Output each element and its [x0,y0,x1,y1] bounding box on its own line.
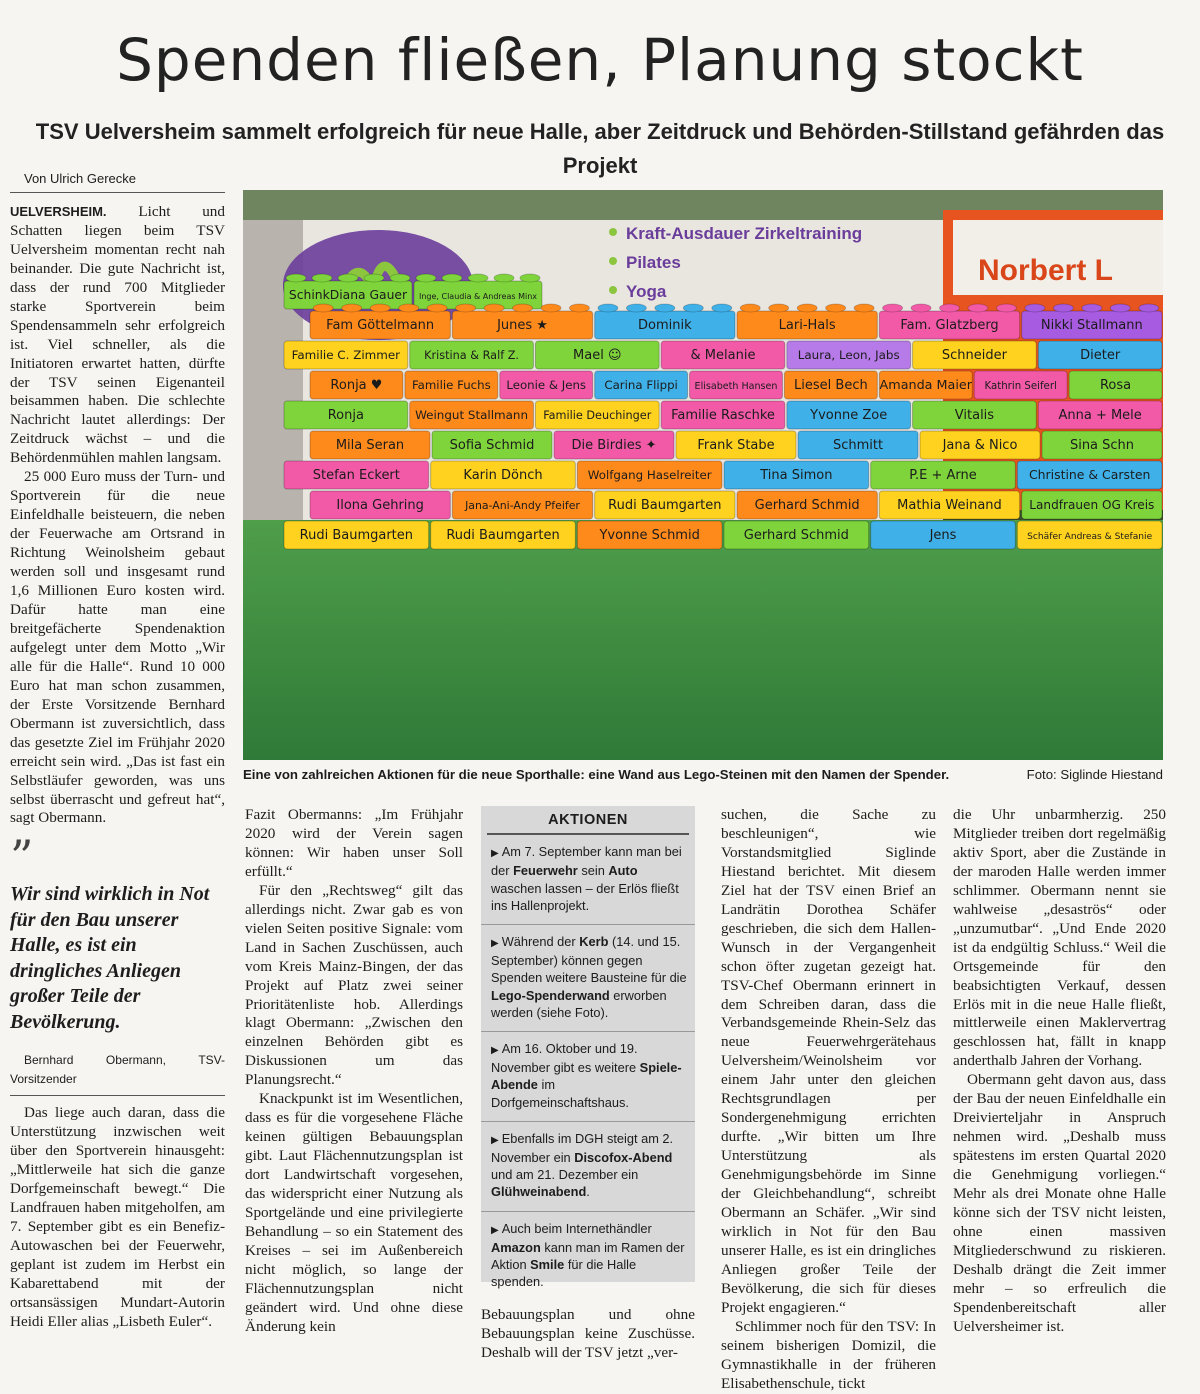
brick-label: Gerhard Schmid [743,528,849,543]
brick-label: Mathia Weinand [897,498,1002,513]
brick-label: Laura, Leon, Jabs [797,348,900,362]
paragraph: 25 000 Euro muss der Turn- und Sportverein für die neue Einfeldhalle beisteuern, die neben der Feuerwache am Ortsrand in Richtung Weinolsheim gebaut werden soll und insgesamt rund 1,6 Millionen Euro kosten wird. Dafür hatte man eine breitgefächerte Spendenaktion aufgelegt unter dem Motto „Wir alle für die Halle“. Rund 10 000 Euro hat man schon zusammen, der Erste Vorsitzende Bernhard Obermann ist zuversichtlich, dass das gesetzte Ziel im Frühjahr 2020 erreicht sein wird. „Das ist fast ein Selbstläufer geworden, was uns selbst überrascht und gefreut hat“, sagt Obermann. [10,468,225,827]
brick-label: Amanda Maier [879,378,972,393]
brick-label: Christine & Carsten [1028,467,1151,482]
lego-brick [913,341,1037,369]
aktionen-text: kann man im Ramen der Aktion [491,1239,685,1273]
banner-item: Pilates [626,253,681,272]
lego-brick [1038,341,1162,369]
article-column-5 [953,806,1166,1337]
brick-label: Familie Deuchinger [543,409,652,422]
aktionen-item [481,1040,695,1122]
lego-brick [595,491,735,519]
paragraph: Obermann geht davon aus, dass der Bau der neuen Einfeldhalle ein Dreivierteljahr in Anspruch nehmen wird. „Deshalb muss spätestens im ersten Quartal 2020 die Genehmigung vorliegen.“ Mehr als drei Monate ohne Halle könne sich der TSV nicht leisten, ohne einen massiven Mitgliederschwund zu riskieren. Deshalb drängt die Zeit immer mehr – so erfreulich die Spendenbereitschaft aller Uelversheimer ist. [953,1071,1166,1335]
triangle-bullet-icon: ▶ [491,1134,499,1146]
brick-label: Mila Seran [335,438,405,453]
brick-label: Nikki Stallmann [1040,318,1143,333]
brick-label: Ronja [327,408,364,423]
brick-label: Fam. Glatzberg [900,318,999,333]
lego-brick [690,371,783,399]
brick-label: Liesel Bech [794,378,868,393]
brick-label: Landfrauen OG Kreis [1029,498,1155,512]
lego-brick [1038,401,1162,429]
headline: Spenden fließen, Planung stockt [116,26,1084,94]
lego-brick [500,371,593,399]
paragraph: Bebauungsplan und ohne Bebauungsplan keine Zuschüsse. Deshalb will der TSV jetzt „ver- [481,1306,695,1361]
quote-source: Bernhard Obermann, TSV-Vorsitzender [10,1051,225,1096]
brick-label: Schneider [941,348,1007,363]
brick-label: Stefan Eckert [312,468,400,483]
brick-label: Rudi Baumgarten [608,498,722,513]
brick-label: Familie Fuchs [411,378,491,392]
brick-label: Schäfer Andreas & Stefanie [1027,532,1153,542]
brick-label: Die Birdies ✦ [571,438,657,453]
lego-brick [737,304,877,339]
lego-brick [577,461,722,489]
brick-label: Carina Flippi [604,378,678,392]
lego-brick [798,431,918,459]
brick-label: Sina Schn [1069,438,1135,453]
lego-brick [310,304,450,339]
aktionen-text: (14. und 15. September) können gegen Spenden weitere Bausteine für die [491,934,687,986]
photo-illustration [243,190,1163,760]
brick-label: Yvonne Zoe [810,408,888,423]
aktionen-highlight: Spiele-Abende [491,1060,682,1093]
lego-brick [284,461,429,489]
aktionen-highlight: Lego-Spenderwand [491,987,610,1003]
photo-credit: Foto: Siglinde Hiestand [1026,767,1163,782]
paragraph-text: Licht und Schatten liegen beim TSV Uelversheim momentan recht nah beinander. Die gute Nachricht ist, dass der rund 700 Mitglieder starke Sportverein beim Spendensammeln sehr erfolgreich ist. Viel schneller, als die Initiatoren erwartet hatten, dürfte der TSV seinen Eigenanteil beisammen haben. Die schlechte Nachricht lautet allerdings: Der Zeitdruck wächst – und die Behördenmühlen mahlen langsam. [10,202,225,467]
lego-brick [554,431,674,459]
triangle-bullet-icon: ▶ [491,1224,499,1236]
brick-label: Frank Stabe [697,438,775,453]
photo-caption [243,766,1163,784]
brick-label: Dominik [638,318,692,333]
article-column-1 [10,170,225,1332]
dateline: UELVERSHEIM. [10,203,107,219]
aktionen-text: im Dorfgemeinschaftshaus. [491,1077,629,1110]
quotation-mark-icon: ” [10,830,34,885]
brick-label: Sofia Schmid [449,438,535,453]
brick-label: Ilona Gehring [336,498,424,513]
aktionen-text: sein [577,863,609,879]
brick-label: Ronja ♥ [330,378,383,393]
lego-brick [310,371,403,399]
banner-bullet-icon [609,228,617,236]
paragraph: Fazit Obermanns: „Im Frühjahr 2020 wird der Verein sagen können: Wir haben unser Soll erfüllt.“ [245,806,463,880]
lego-brick [405,371,498,399]
brick-label: Anna + Mele [1058,408,1142,423]
brick-label: Gerhard Schmid [754,498,860,513]
brick-label: Vitalis [954,408,995,423]
triangle-bullet-icon: ▶ [491,1045,499,1057]
brick-label: Rudi Baumgarten [446,528,560,543]
banner-item: Kraft-Ausdauer Zirkeltraining [626,224,863,243]
byline: Von Ulrich Gerecke [10,170,225,193]
lego-brick [535,401,659,429]
lego-brick [787,401,911,429]
lego-brick [661,341,785,369]
brick-label: Schmitt [832,438,884,453]
lego-brick [737,491,877,519]
brick-label: & Melanie [690,348,756,363]
aktionen-text: erworben werden (siehe Foto). [491,987,667,1020]
article-column-4 [721,806,936,1394]
aktionen-item [481,933,695,1032]
lego-wall-photo [243,190,1163,760]
banner-bullet-icon [609,286,617,294]
banner-bullet-icon [609,257,617,265]
lego-brick [724,521,869,549]
lego-brick [310,491,450,519]
sponsor-banner-text: Norbert L [978,254,1113,287]
brick-label: Familie C. Zimmer [291,348,401,362]
triangle-bullet-icon: ▶ [491,938,499,950]
lego-brick [410,341,534,369]
brick-label: Jens [929,528,957,543]
lego-brick [787,341,911,369]
aktionen-highlight: Amazon [491,1239,541,1255]
brick-label: Mael ☺ [573,348,622,363]
paragraph: Schlimmer noch für den TSV: In seinem bisherigen Domizil, die Gymnastikhalle in der früheren Elisabethenschule, tickt [721,1317,936,1392]
aktionen-text: Am 7. September kann man bei der [491,844,682,879]
aktionen-text: Während der [501,934,580,950]
brick-label: Karin Dönch [463,468,543,483]
pull-quote: Wir sind wirklich in Not für den Bau unserer Halle, es ist ein dringliches Anliegen großer Teile der Bevölkerung. [10,883,210,1033]
brick-label: Yvonne Schmid [599,528,700,543]
lego-brick [595,371,688,399]
brick-label: Junes ★ [497,318,548,333]
aktionen-highlight: Kerb [579,934,609,950]
aktionen-highlight: Glühweinabend [491,1184,587,1200]
brick-label: Weingut Stallmann [415,408,529,422]
brick-label: Wolfgang Haselreiter [587,468,712,482]
lego-brick [974,371,1067,399]
paragraph: Das liege auch daran, dass die Unterstützung inzwischen weit über den Sportverein hinausgeht: „Mittlerweile hat sich die ganze Dorfgemeinschaft bewegt.“ Die Landfrauen haben mitgeholfen, am 7. September gibt es ein Benefiz-Autowaschen bei der Feuerwehr, geplant ist zudem im Herbst ein Kabarettabend mit der ortsansässigen Mundart-Autorin Heidi Eller alias „Lisbeth Euler“. [10,1104,225,1330]
lego-brick [284,521,429,549]
lego-brick [920,431,1040,459]
lego-brick [595,304,735,339]
aktionen-text: für die Halle spenden. [491,1257,637,1290]
aktionen-item [481,1220,695,1301]
brick-label: Lari-Hals [778,318,836,333]
lego-brick [871,521,1016,549]
brick-label: P.E + Arne [909,468,977,483]
aktionen-text: Am 16. Oktober und 19. November gibt es weitere [491,1041,640,1076]
brick-label: Elisabeth Hansen [694,381,778,392]
lego-brick [661,401,785,429]
lego-brick [1022,304,1162,339]
brick-label: Rudi Baumgarten [299,528,414,543]
aktionen-item [481,1130,695,1212]
aktionen-item [481,843,695,925]
brick-label: Familie Raschke [671,408,775,423]
lego-brick [431,461,576,489]
lego-brick [913,401,1037,429]
aktionen-text: Ebenfalls im DGH steigt am 2. November ein [491,1130,674,1166]
lego-brick [310,431,430,459]
subheadline: TSV Uelversheim sammelt erfolgreich für neue Halle, aber Zeitdruck und Behörden-Stillstand gefährden das Projekt [35,119,1165,178]
lego-brick [1069,371,1162,399]
lego-brick [431,521,576,549]
lego-brick [676,431,796,459]
paragraph [10,203,225,468]
aktionen-text: und am 21. Dezember ein [491,1167,639,1183]
aktionen-highlight: Feuerwehr [513,863,578,879]
lego-brick [452,491,592,519]
brick-label: Rosa [1099,378,1132,393]
banner-item: Yoga [626,282,667,301]
lego-brick [432,431,552,459]
caption-text: Eine von zahlreichen Aktionen für die neue Sporthalle: eine Wand aus Lego-Steinen mit den Namen der Spender. [243,767,950,782]
brick-label: Jana & Nico [942,438,1018,453]
aktionen-text: . [586,1184,590,1200]
article-column-3 [481,1306,695,1363]
lego-brick [724,461,869,489]
brick-label: Tina Simon [760,468,833,483]
lego-brick [1022,491,1162,519]
lego-brick [1017,521,1162,549]
aktionen-highlight: Smile [530,1257,565,1273]
lego-brick [284,401,408,429]
lego-brick [784,371,877,399]
lego-brick [452,304,592,339]
aktionen-title: AKTIONEN [487,806,689,835]
aktionen-highlight: Auto [608,863,638,879]
lego-brick [871,461,1016,489]
paragraph: die Uhr unbarmherzig. 250 Mitglieder treiben dort regelmäßig aktiv Sport, aber die Zustände in der maroden Halle werden immer schlimmer. Obermann nennt sie wahlweise „desaströs“ oder „unzumutbar“. „Und Ende 2020 ist da endgültig Schluss.“ Weil die Ortsgemeinde für den beabsichtigten Verkauf, dessen Erlös mit in die neue Halle fließt, mittlerweile einen Maklervertrag geschlossen hat, fällt in knapp anderthalb Jahren der Vorhang. [953,806,1166,1070]
brick-label: Inge, Claudia & Andreas Minx [418,292,538,301]
lego-brick [879,371,972,399]
aktionen-highlight: Discofox-Abend [574,1150,673,1166]
aktionen-text: Auch beim Internethändler [501,1220,652,1236]
brick-label: Fam Göttelmann [326,318,435,333]
lego-brick [1042,431,1162,459]
brick-label: Leonie & Jens [506,378,587,392]
paragraph: suchen, die Sache zu beschleunigen“, wie Vorstandsmitglied Siglinde Hiestand berichtet. Mit diesem Ziel hat der TSV einen Brief an Landrätin Dorothea Schäfer geschrieben, die sich dem Hallen-Wunsch in der Vergangenheit schon öfter zugetan gezeigt hat. TSV-Chef Obermann erinnert in dem Schreiben daran, dass die Verbandsgemeinde Rhein-Selz das neue Feuerwehrgerätehaus Uelversheim/Weinolsheim vor einem Jahr unter den gleichen Rechtsgrundlagen per Sondergenehmigung errichten durfte. „Wir bitten um Ihre Unterstützung als Genehmigungsbehörde im Sinne der Gleichbehandlung“, schreibt Obermann an Schäfer. „Wir sind wirklich in Not für den Bau unserer Halle, es ist ein dringliches Anliegen großer Teile der Bevölkerung, die sich für dieses Projekt engagieren.“ [721,806,936,1316]
brick-label: Jana-Ani-Andy Pfeifer [465,499,580,512]
paragraph: Für den „Rechtsweg“ gilt das allerdings nicht. Zwar gab es von vielen Seiten positive Signale: vom Land in Sachen Zuschüssen, auch vom Kreis Mainz-Bingen, der das Projekt auf Platz zwei seiner Prioritätenliste hob. Allerdings klagt Obermann: „Zwischen den einzelnen Behörden gibt es Diskussionen um das Planungsrecht.“ [245,881,463,1089]
aktionen-box [481,806,695,1290]
paragraph: Knackpunkt ist im Wesentlichen, dass es für die vorgesehene Fläche keinen gültigen Bebauungsplan gibt. Laut Flächennutzungsplan ist dort Landwirtschaft vorgesehen, das widerspricht einer Nutzung als Sportgelände und eine privilegierte Behandlung – so ein Statement des Kreises – sei im Außenbereich nicht möglich, so lange der Flächennutzungsplan nicht geändert wird. Und ohne diese Änderung kein [245,1090,463,1335]
brick-label: Dieter [1080,348,1121,363]
brick-label: Kristina & Ralf Z. [424,349,520,362]
article-column-2 [245,806,463,1337]
aktionen-text: waschen lassen – der Erlös fließt ins Hallenprojekt. [491,880,679,913]
lego-brick [879,304,1019,339]
triangle-bullet-icon: ▶ [491,848,499,860]
brick-label: SchinkDiana Gauer [288,288,408,302]
lego-brick [577,521,722,549]
lego-brick [535,341,659,369]
lego-brick [1017,461,1162,489]
lego-brick [879,491,1019,519]
lego-brick [284,341,408,369]
lego-brick [410,401,534,429]
lego-brick [284,274,412,309]
brick-label: Kathrin Seiferl [984,381,1057,392]
